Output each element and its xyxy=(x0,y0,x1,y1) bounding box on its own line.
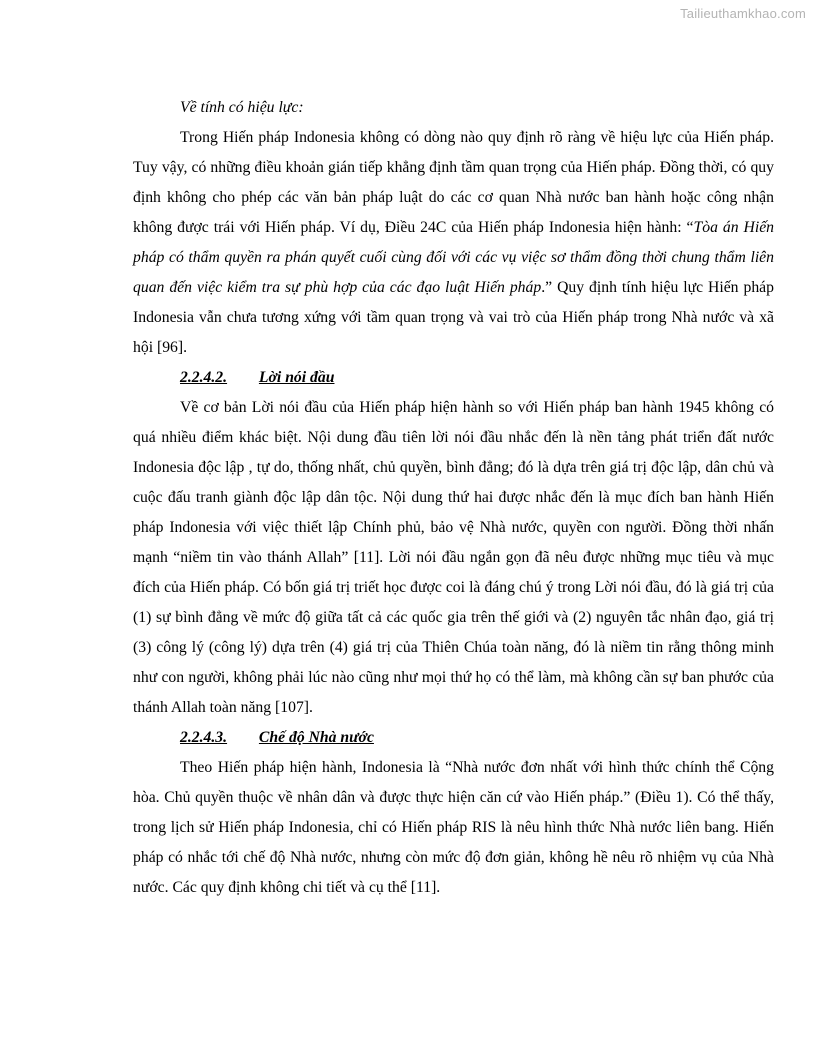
watermark-text: Tailieuthamkhao.com xyxy=(680,6,806,21)
validity-label: Về tính có hiệu lực: xyxy=(180,99,304,116)
preamble-paragraph: Về cơ bản Lời nói đầu của Hiến pháp hiện hành so với Hiến pháp ban hành 1945 không có quá nhiều điểm khác biệt. Nội dung đầu tiên lời nói đầu nhắc đến là nền tảng phát triển đất nước Indonesia độc lập , tự do, thống nhất, chủ quyền, bình đẳng; đó là dựa trên giá trị độc lập, dân chủ và cuộc đấu tranh giành độc lập dân tộc. Nội dung thứ hai được nhắc đến là mục đích ban hành Hiến pháp Indonesia với việc thiết lập Chính phủ, bảo vệ Nhà nước, quyền con người. Đồng thời nhấn mạnh “niềm tin vào thánh Allah” [11]. Lời nói đầu ngắn gọn đã nêu được những mục tiêu và mục đích của Hiến pháp. Có bốn giá trị triết học được coi là đáng chú ý trong Lời nói đầu, đó là giá trị của (1) sự bình đẳng về mức độ giữa tất cả các quốc gia trên thế giới và (2) nguyên tắc nhân đạo, giá trị (3) công lý (công lý) dựa trên (4) giá trị của Thiên Chúa toàn năng, đó là niềm tin rằng thông minh như con người, không phải lúc nào cũng như mọi thứ họ có thể làm, mà không cần sự ban phước của thánh Allah toàn năng [107]. xyxy=(133,399,774,716)
section-number: 2.2.4.2. xyxy=(180,369,228,386)
validity-paragraph-tail: .” Quy định tính hiệu lực Hiến pháp Indonesia vẫn chưa tương xứng với tầm quan trọng và vai trò của Hiến pháp trong Nhà nước và xã hội [96]. xyxy=(133,279,774,356)
section-heading-state-regime xyxy=(133,723,774,753)
section-number: 2.2.4.3. xyxy=(180,729,228,746)
section-heading-preamble xyxy=(133,363,774,393)
document-page xyxy=(133,93,774,903)
state-regime-paragraph: Theo Hiến pháp hiện hành, Indonesia là “Nhà nước đơn nhất với hình thức chính thể Cộng hòa. Chủ quyền thuộc về nhân dân và được thực hiện căn cứ vào Hiến pháp.” (Điều 1). Có thể thấy, trong lịch sử Hiến pháp Indonesia, chỉ có Hiến pháp RIS là nêu hình thức Nhà nước liên bang. Hiến pháp có nhắc tới chế độ Nhà nước, nhưng còn mức độ đơn giản, không hề nêu rõ nhiệm vụ của Nhà nước. Các quy định không chi tiết và cụ thể [11]. xyxy=(133,759,774,896)
validity-paragraph xyxy=(133,123,774,363)
article-24c-quote: Tòa án Hiến pháp có thẩm quyền ra phán quyết cuối cùng đối với các vụ việc sơ thẩm đồng thời chung thẩm liên quan đến việc kiểm tra sự phù hợp của các đạo luật Hiến pháp xyxy=(133,219,775,296)
section-title: Lời nói đầu xyxy=(258,369,335,386)
validity-paragraph-lead: Trong Hiến pháp Indonesia không có dòng nào quy định rõ ràng về hiệu lực của Hiến pháp. Tuy vậy, có những điều khoản gián tiếp khẳng định tầm quan trọng của Hiến pháp. Đồng thời, có quy định không cho phép các văn bản pháp luật do các cơ quan Nhà nước ban hành hoặc công nhận không được trái với Hiến pháp. Ví dụ, Điều 24C của Hiến pháp Indonesia hiện hành: “ xyxy=(133,129,774,236)
section-title: Chế độ Nhà nước xyxy=(258,729,374,746)
